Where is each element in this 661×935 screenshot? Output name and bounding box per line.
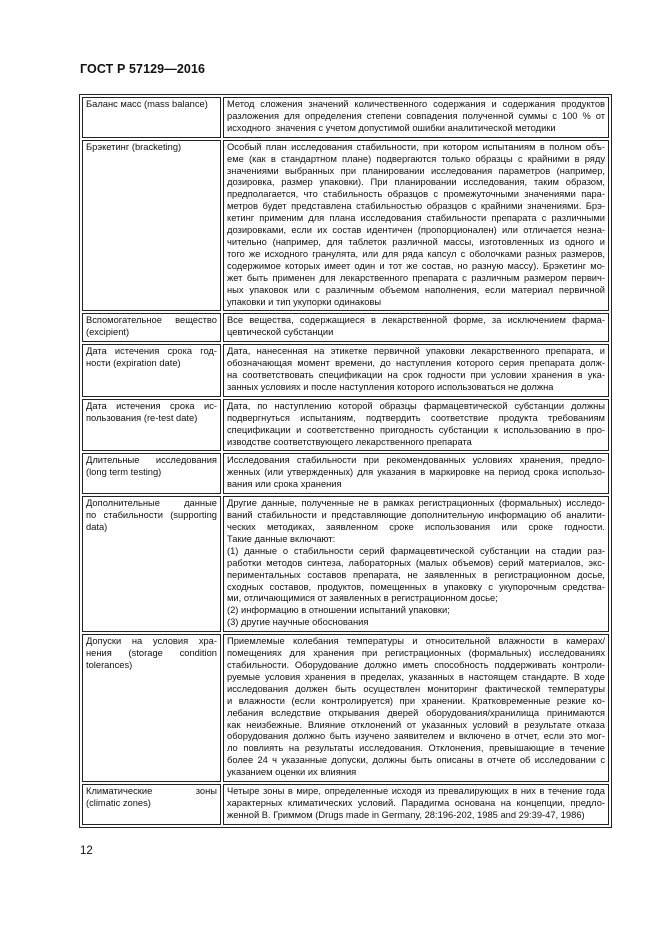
definition-line: исходного значения с учетом допустимой ошибки аналитической методики [227, 122, 556, 133]
definition-line: и влажности (если контролируется) при хранении. Кратковременные резкие ко- [227, 695, 605, 706]
definition-line: Метод сложения значений количественного содержания и содержания продуктов [227, 99, 605, 109]
term-line: Баланс масс (mass balance) [86, 99, 208, 109]
definition-line: ваний стабильности и представляющие дополнительную информацию об аналити- [227, 510, 605, 521]
definition-line: работки методов синтеза, лабораторных (малых объемов) серий материалов, экс- [227, 557, 605, 568]
definition-cell [223, 784, 609, 825]
definition-line: Дата, нанесенная на этикетке первичной упаковки лекарственного препарата, и [227, 346, 605, 357]
definition-line: значениями выбранных при планировании исследования параметров (например, [227, 165, 605, 176]
definition-line: подвергнуться испытаниям, подтвердить соответствие продукта требованиям [227, 412, 605, 423]
definition-cell [223, 140, 609, 312]
table-row [82, 140, 609, 312]
definition-cell [223, 453, 609, 494]
definition-line: содержимое которых имеет один и тот же состав, но разную массу). Брэкетинг мо- [227, 260, 605, 271]
term-line: пользования (re-test date) [86, 412, 198, 423]
definition-line: кетинг применим для плана исследования стабильности препарата с различными [227, 213, 605, 224]
definition-line: ческих методиках, заявленном сроке использования или сроке годности. [227, 522, 605, 532]
term-cell [82, 784, 221, 825]
term-line: (excipient) [86, 327, 130, 338]
term-line: tolerances) [86, 659, 133, 670]
definition-line: периментальных составов препарата, не заявленных в регистрационном досье, [227, 569, 605, 580]
term-cell [82, 313, 221, 342]
definition-line: жет быть применен для лекарственного препарата с различным размером первич- [227, 272, 605, 283]
definition-line: стабильности. Оборудование должно иметь способность поддерживать контроли- [227, 659, 605, 670]
definition-line: ных упаковок или с различным объемом наполнения, если материал первичной [227, 284, 605, 295]
definition-line: обозначающая момент времени, до наступления которого серия препарата долж- [227, 358, 605, 369]
definition-line: упаковки и тип укупорки одинаковы [227, 296, 382, 307]
term-line: ности (expiration date) [86, 358, 181, 369]
term-line: (climatic zones) [86, 797, 151, 808]
definition-line: исследования должен быть осуществлен мониторинг фактической температуры [227, 683, 605, 694]
table-row [82, 313, 609, 342]
definition-line: цевтической субстанции [227, 327, 334, 338]
definition-line: метров будет представлена стабильностью образцов с крайними значениями. Брэ- [227, 201, 605, 212]
term-line: Климатические зоны [86, 786, 217, 797]
term-line: Допуски на условия хра- [86, 636, 217, 647]
definition-cell [223, 344, 609, 397]
definition-line: Приемлемые колебания температуры и относительной влажности в камерах/ [227, 636, 605, 647]
definition-line: женных (или утвержденных) для указания в маркировке на период срока использо- [227, 467, 605, 478]
table-row [82, 634, 609, 782]
term-line: Брэкетинг (bracketing) [86, 141, 182, 152]
term-line: Дополнительные данные [86, 498, 217, 509]
definition-line: Особый план исследования стабильности, при котором испытаниям в полном объ- [227, 141, 605, 152]
definition-cell [223, 634, 609, 782]
definition-line: разложения для определения степени совпадения полученной суммы с 100 % от [227, 110, 605, 121]
term-line: Вспомогательное вещество [86, 315, 217, 326]
definition-line: Дата, по наступлению которой образцы фармацевтической субстанции должны [227, 400, 605, 411]
table-row [82, 453, 609, 494]
definition-line: указанием оценки их влияния [227, 767, 357, 778]
table-row [82, 344, 609, 397]
definition-cell [223, 97, 609, 138]
definition-line: сходных составов, продуктов, помещенных в упаковку с укупорочным средства- [227, 581, 605, 592]
page-number: 12 [80, 845, 93, 857]
definition-line: женной В. Гриммом (Drugs made in Germany, 28:196-202, 1985 and 29:39-47, 1986) [227, 809, 585, 820]
definition-cell [223, 399, 609, 452]
term-line: по стабильности (supporting [86, 510, 217, 521]
term-line: нения (storage condition [86, 648, 217, 659]
definition-line: (2) информацию в отношении испытаний упаковки; [227, 605, 450, 616]
definition-cell [223, 496, 609, 632]
definition-line: чительно (например, для таблеток различной массы, изготовленных из одного и [227, 236, 605, 247]
definition-line: (3) другие научные обоснования [227, 617, 369, 628]
definition-line: на соответствовать спецификации на срок годности при условии хранения в ука- [227, 370, 605, 381]
definition-line: как неизбежные. Влияние отклонений от указанных условий в результате отказа [227, 719, 605, 730]
table-row [82, 97, 609, 138]
definition-line: еме (как в стандартном плане) подвергаются только образцы с крайними в ряду [227, 153, 605, 164]
term-line: Дата истечения срока год- [86, 346, 217, 357]
definition-line: ми, отличающимися от заявленных в регистрационном досье; [227, 593, 498, 604]
definition-cell [223, 313, 609, 342]
definition-line: Исследования стабильности при рекомендованных условиях хранения, предло- [227, 455, 605, 466]
definition-line: оборудования должно быть изучено заявителем и включено в отчет, если это мог- [227, 731, 605, 742]
term-cell [82, 634, 221, 782]
term-cell [82, 344, 221, 397]
term-cell [82, 140, 221, 312]
definition-line: лебания вследствие открывания дверей оборудования/хранилища принимаются [227, 707, 605, 718]
table-row [82, 784, 609, 825]
definition-line: Все вещества, содержащиеся в лекарственной форме, за исключением фарма- [227, 315, 605, 326]
definition-line: занных условиях и после наступления которого использоваться не должна [227, 381, 554, 392]
term-cell [82, 496, 221, 632]
definition-line: характерных климатических условий. Парадигма основана на концепции, предло- [227, 797, 605, 808]
definition-line: того же исходного гранулята, или для ряда капсул с оболочками разных размеров, [227, 248, 605, 259]
term-line: (long term testing) [86, 467, 162, 478]
definition-line: Четыре зоны в мире, определенные исходя из превалирующих в них в течение года [227, 786, 605, 797]
definition-line: дозировка, размер упаковки). При планировании исследования, таким образом, [227, 177, 605, 188]
definition-line: руемые условия хранения в пределах, указанных в настоящем стандарте. В ходе [227, 671, 605, 682]
definition-line: Такие данные включают: [227, 533, 336, 544]
table-row [82, 399, 609, 452]
definition-line: вания или срока хранения [227, 479, 342, 490]
definition-line: (1) данные о стабильности серий фармацевтической субстанции на стадии раз- [227, 545, 605, 556]
definition-line: дозировками, если их состав идентичен (пропорционален) или отличается незна- [227, 225, 605, 236]
term-line: Дата истечения срока ис- [86, 400, 217, 411]
term-cell [82, 453, 221, 494]
definition-line: спецификации и соответственно пригодность субстанции к использованию в про- [227, 424, 605, 435]
term-cell [82, 97, 221, 138]
term-line: Длительные исследования [86, 455, 217, 466]
definition-line: ло повлиять на результаты исследования. Отклонения, превышающие в течение [227, 743, 605, 754]
definition-line: более 24 ч указанные допуски, должны быть описаны в отчете об исследовании с [227, 755, 605, 766]
definition-line: изводстве соответствующего лекарственного препарата [227, 436, 472, 447]
term-line: data) [86, 522, 108, 532]
definition-line: Другие данные, полученные не в рамках регистрационных (формальных) исследо- [227, 498, 605, 509]
document-header: ГОСТ Р 57129—2016 [80, 62, 206, 76]
definition-line: помещениях для хранения при регистрационных (формальных) исследованиях [227, 648, 605, 659]
table-row [82, 496, 609, 632]
definition-line: предполагается, что стабильность образцов с промежуточными значениями пара- [227, 189, 605, 200]
terms-table [79, 94, 612, 828]
term-cell [82, 399, 221, 452]
